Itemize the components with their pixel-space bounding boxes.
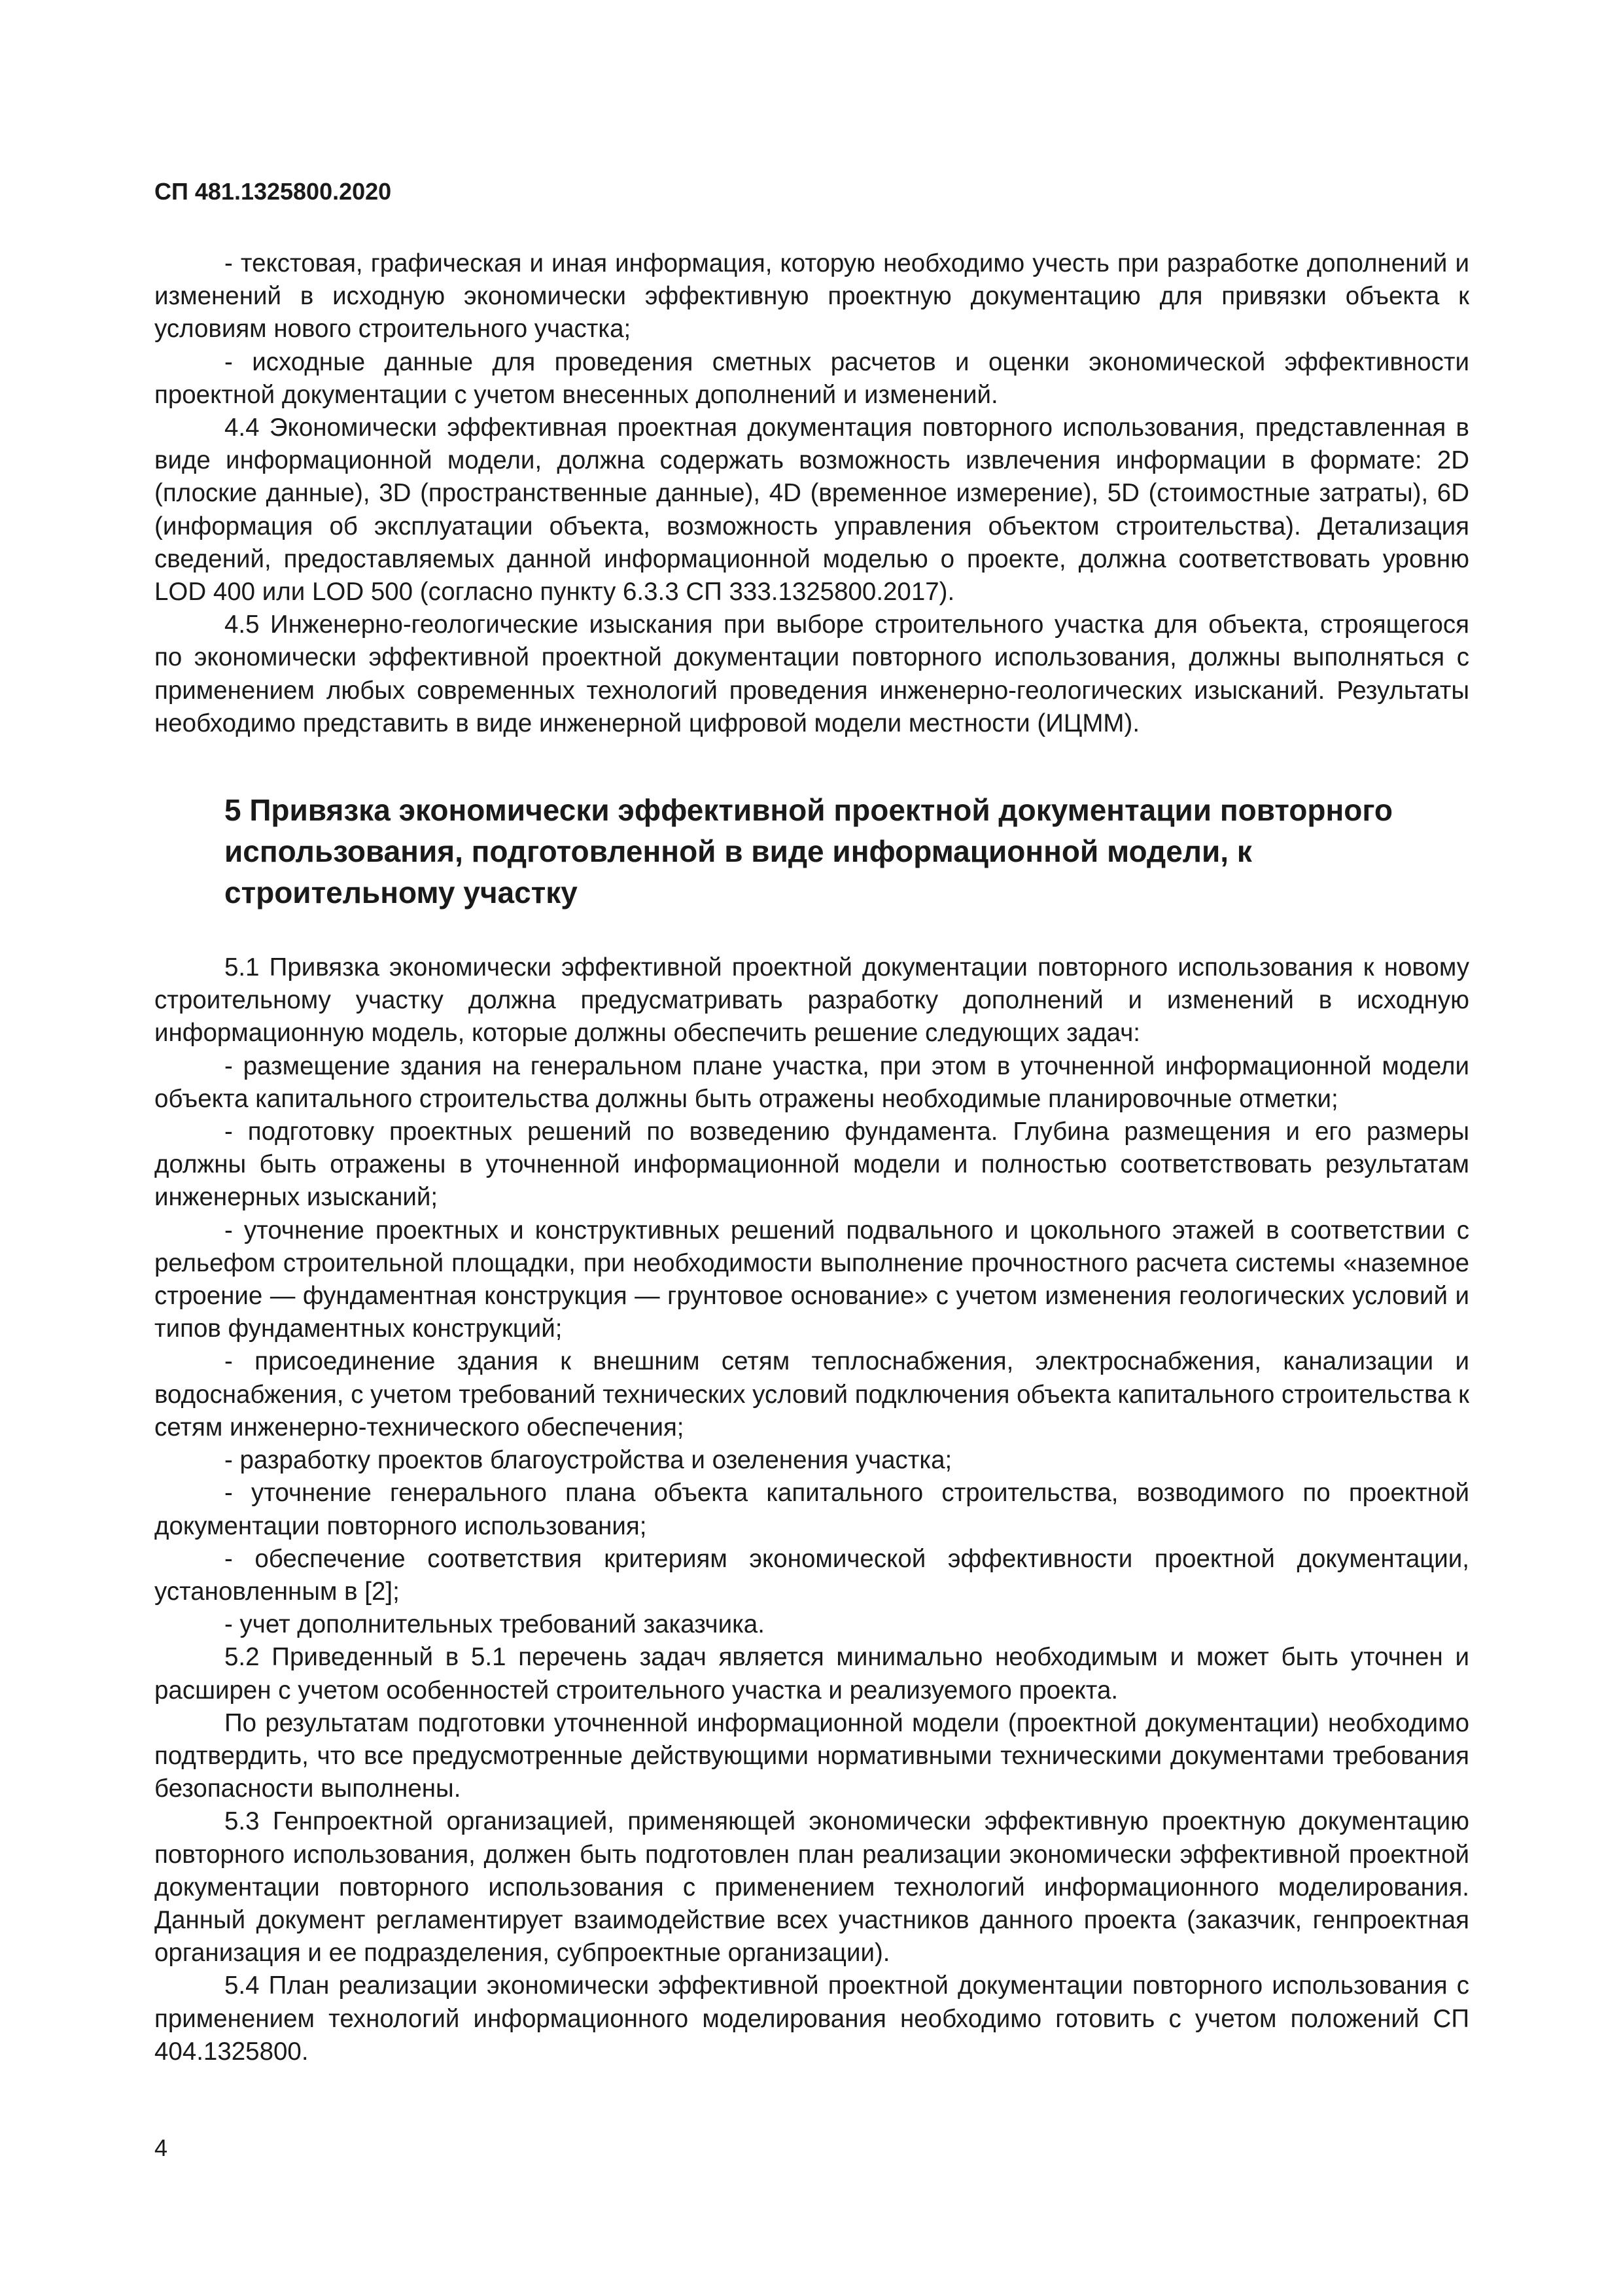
paragraph-4-5: 4.5 Инженерно-геологические изыскания при выборе строительного участка для объекта, строящегося по экономически эффективной проектной документации повторного использования, должны выполняться с применением любых современных технологий проведения инженерно-геологических изысканий. Результаты необходимо представить в виде инженерной цифровой модели местности (ИЦММ). <box>154 610 1469 737</box>
list-item: - обеспечение соответствия критериям экономической эффективности проектной документации, установленным в [2]; <box>154 1544 1469 1606</box>
list-item: - уточнение генерального плана объекта капитального строительства, возводимого по проектной документации повторного использования; <box>154 1479 1469 1540</box>
paragraph-5-3: 5.3 Генпроектной организацией, применяющей экономически эффективную проектную документацию повторного использования, должен быть подготовлен план реализации экономически эффективной проектной документации повторного использования с применением технологий информационного моделирования. Данный документ регламентирует взаимодействие всех участников данного проекта (заказчик, генпроектная организация и ее подразделения, субпроектные организации). <box>154 1807 1469 1968</box>
list-item: - учет дополнительных требований заказчика. <box>224 1610 765 1639</box>
list-item: - текстовая, графическая и иная информация, которую необходимо учесть при разработке дополнений и изменений в исходную экономически эффективную проектную документацию для привязки объекта к условиям нового строительного участка; <box>154 249 1469 344</box>
list-item: - уточнение проектных и конструктивных решений подвального и цокольного этажей в соответствии с рельефом строительной площадки, при необходимости выполнение прочностного расчета системы «наземное строение — фундаментная конструкция — грунтовое основание» с учетом изменения геологических условий и типов фундаментных конструкций; <box>154 1216 1469 1343</box>
page-content <box>154 247 1469 2068</box>
list-item: - исходные данные для проведения сметных расчетов и оценки экономической эффективности проектной документации с учетом внесенных дополнений и изменений. <box>154 347 1469 409</box>
paragraph-5-2-continued: По результатам подготовки уточненной информационной модели (проектной документации) необходимо подтвердить, что все предусмотренные действующими нормативными техническими документами требования безопасности выполнены. <box>154 1708 1469 1803</box>
page-number: 4 <box>154 2134 168 2161</box>
section-5-title: 5 Привязка экономически эффективной проектной документации повторного использования, подготовленной в виде информационной модели, к строительному участку <box>224 793 1393 910</box>
paragraph-5-2: 5.2 Приведенный в 5.1 перечень задач является минимально необходимым и может быть уточнен и расширен с учетом особенностей строительного участка и реализуемого проекта. <box>154 1643 1469 1704</box>
document-code: СП 481.1325800.2020 <box>154 178 392 205</box>
list-item: - подготовку проектных решений по возведению фундамента. Глубина размещения и его размеры должны быть отражены в уточненной информационной модели и полностью соответствовать результатам инженерных изысканий; <box>154 1118 1469 1212</box>
paragraph-5-4: 5.4 План реализации экономически эффективной проектной документации повторного использования с применением технологий информационного моделирования необходимо готовить с учетом положений СП 404.1325800. <box>154 1971 1469 2066</box>
list-item: - присоединение здания к внешним сетям теплоснабжения, электроснабжения, канализации и водоснабжения, с учетом требований технических условий подключения объекта капитального строительства к сетям инженерно-технического обеспечения; <box>154 1347 1469 1441</box>
paragraph-5-1: 5.1 Привязка экономически эффективной проектной документации повторного использования к новому строительному участку должна предусматривать разработку дополнений и изменений в исходную информационную модель, которые должны обеспечить решение следующих задач: <box>154 953 1469 1048</box>
paragraph-4-4: 4.4 Экономически эффективная проектная документация повторного использования, представленная в виде информационной модели, должна содержать возможность извлечения информации в формате: 2D (плоские данные), 3D (пространственные данные), 4D (временное измерение), 5D (стоимостные затраты), 6D (информация об эксплуатации объекта, возможность управления объектом строительства). Детализация сведений, предоставляемых данной информационной моделью о проекте, должна соответствовать уровню LOD 400 или LOD 500 (согласно пункту 6.3.3 СП 333.1325800.2017). <box>154 414 1469 607</box>
list-item: - разработку проектов благоустройства и озеленения участка; <box>224 1446 952 1475</box>
list-item: - размещение здания на генеральном плане участка, при этом в уточненной информационной модели объекта капитального строительства должны быть отражены необходимые планировочные отметки; <box>154 1051 1469 1113</box>
